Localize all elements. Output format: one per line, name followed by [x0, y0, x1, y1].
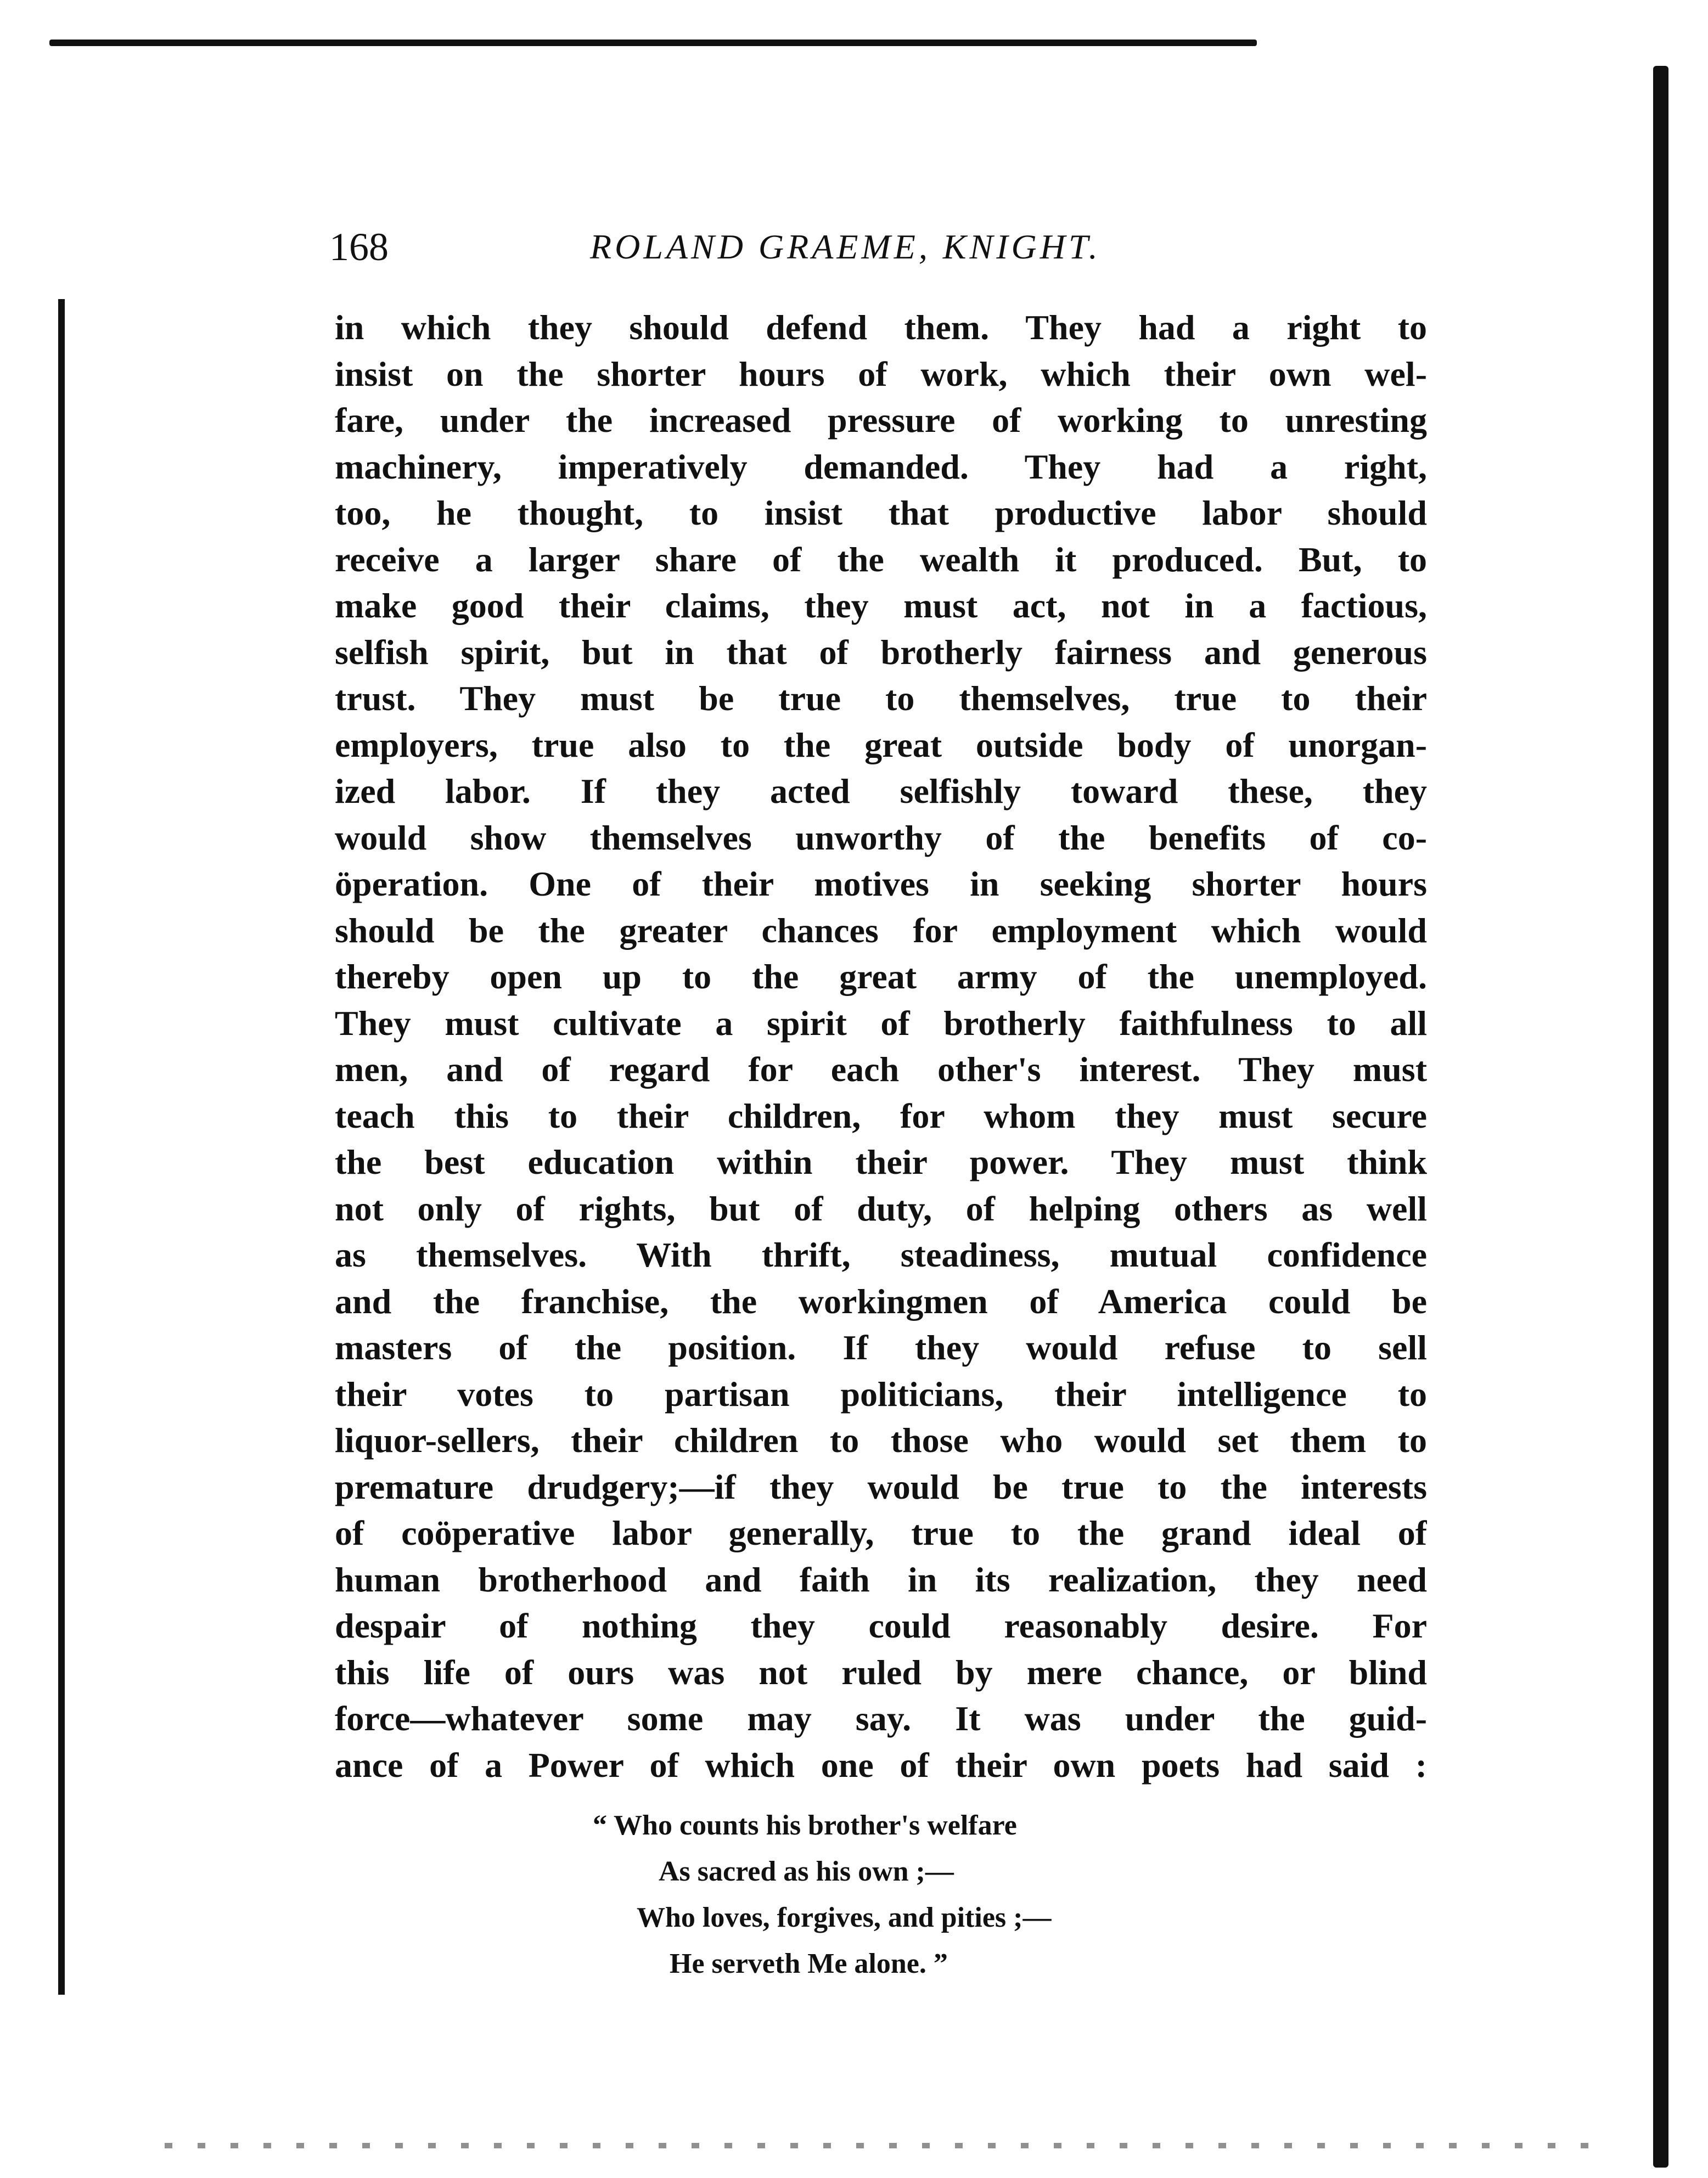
text-line: should be the greater chances for employment which would — [335, 910, 1427, 950]
text-line: human brotherhood and faith in its realization, they need — [335, 1560, 1427, 1599]
top-scan-border — [49, 40, 1257, 46]
text-line: in which they should defend them. They had a right to — [335, 308, 1427, 347]
text-line: force—whatever some may say. It was under the guid- — [335, 1699, 1427, 1738]
text-line: the best education within their power. They must think — [335, 1143, 1427, 1181]
text-line: öperation. One of their motives in seeking shorter hours — [335, 864, 1427, 903]
body-paragraph — [335, 305, 1427, 1788]
text-line: of coöperative labor generally, true to the grand ideal of — [335, 1513, 1427, 1552]
right-page-edge — [1653, 66, 1668, 2168]
verse-line: Who loves, forgives, and pities ;— — [637, 1902, 1052, 1933]
text-line: not only of rights, but of duty, of helping others as well — [335, 1189, 1427, 1228]
text-line: masters of the position. If they would refuse to sell — [335, 1328, 1427, 1367]
bottom-scan-noise — [165, 2143, 1592, 2148]
text-line: premature drudgery;—if they would be true to the interests — [335, 1467, 1427, 1506]
left-margin-rule — [58, 299, 65, 1995]
verse-line: He serveth Me alone. ” — [670, 1948, 948, 1979]
text-line: despair of nothing they could reasonably desire. For — [335, 1606, 1427, 1645]
text-line: insist on the shorter hours of work, which their own wel- — [335, 354, 1427, 393]
text-line: too, he thought, to insist that productive labor should — [335, 493, 1427, 532]
page-header — [329, 220, 1186, 274]
text-line: ized labor. If they acted selfishly toward these, they — [335, 772, 1427, 811]
text-line: ance of a Power of which one of their own poets had said : — [335, 1745, 1427, 1785]
text-line: liquor-sellers, their children to those who would set them to — [335, 1421, 1427, 1460]
text-line: fare, under the increased pressure of working to unresting — [335, 401, 1427, 440]
text-line: men, and of regard for each other's interest. They must — [335, 1050, 1427, 1089]
text-line: thereby open up to the great army of the unemployed. — [335, 957, 1427, 996]
text-line: machinery, imperatively demanded. They had a right, — [335, 447, 1427, 486]
text-line: would show themselves unworthy of the benefits of co- — [335, 818, 1427, 857]
verse-line: “ Who counts his brother's welfare — [593, 1810, 1017, 1841]
text-line: receive a larger share of the wealth it produced. But, to — [335, 539, 1427, 579]
verse-quotation — [593, 1803, 1251, 1987]
text-line: this life of ours was not ruled by mere chance, or blind — [335, 1652, 1427, 1692]
text-line: trust. They must be true to themselves, true to their — [335, 679, 1427, 718]
page-number: 168 — [329, 225, 389, 269]
text-line: their votes to partisan politicians, their intelligence to — [335, 1374, 1427, 1414]
running-title: ROLAND GRAEME, KNIGHT. — [590, 227, 1101, 266]
text-line: employers, true also to the great outside body of unorgan- — [335, 725, 1427, 764]
text-line: They must cultivate a spirit of brotherly faithfulness to all — [335, 1003, 1427, 1043]
text-line: make good their claims, they must act, not in a factious, — [335, 586, 1427, 625]
text-line: and the franchise, the workingmen of America could be — [335, 1281, 1427, 1321]
text-line: as themselves. With thrift, steadiness, mutual confidence — [335, 1235, 1427, 1274]
verse-line: As sacred as his own ;— — [659, 1856, 954, 1887]
text-line: teach this to their children, for whom they must secure — [335, 1096, 1427, 1135]
text-line: selfish spirit, but in that of brotherly fairness and generous — [335, 632, 1427, 672]
